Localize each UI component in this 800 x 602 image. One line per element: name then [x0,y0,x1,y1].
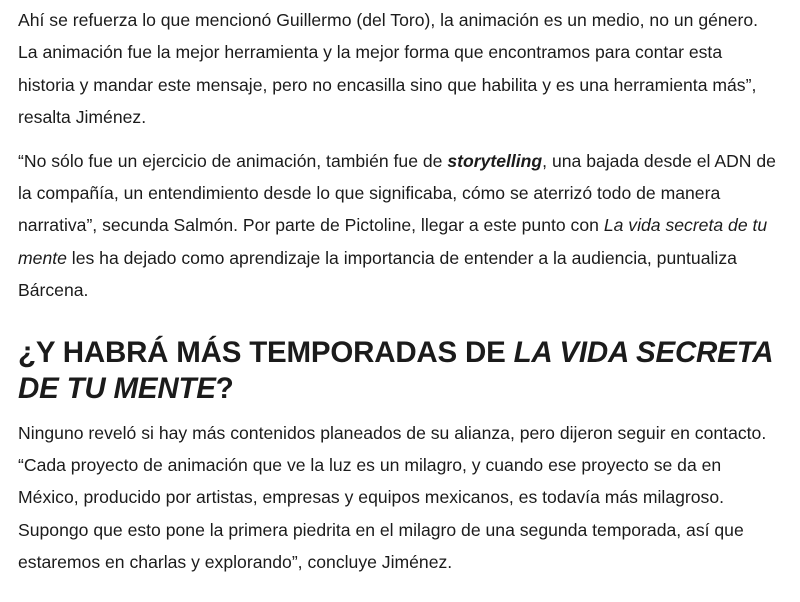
heading-text: ? [215,371,234,405]
paragraph-animation-medium: Ahí se refuerza lo que mencionó Guillermo (del Toro), la animación es un medio, no un género. La animación fue la mejor herramienta y la mejor forma que encontramos para contar esta historia y mandar este mensaje, pero no encasilla sino que habilita y es una herramienta más”, resalta Jiménez. [18,10,759,128]
paragraph-text: “No sólo fue un ejercicio de animación, también fue de [18,150,448,171]
heading-text: ¿Y HABRÁ MÁS TEMPORADAS DE [18,335,514,369]
paragraph-next-season: Ninguno reveló si hay más contenidos planeados de su alianza, pero dijeron seguir en contacto. “Cada proyecto de animación que ve la luz es un milagro, y cuando ese proyecto se da en México, producido por artistas, empresas y equipos mexicanos, es todavía más milagroso. Supongo que esto pone la primera piedrita en el milagro de una segunda temporada, así que estaremos en charlas y explorando”, concluye Jiménez. [18,422,767,573]
paragraph-text: les ha dejado como aprendizaje la importancia de entender a la audiencia, puntualiza Bárcena. [18,247,737,301]
paragraph-storytelling [18,145,782,307]
paragraph-text: , una bajada desde el ADN de la compañía, un entendimiento desde lo que significaba, cómo se aterrizó todo de manera narrativa”, secunda Salmón. Por parte de Pictoline, llegar a este punto con [18,150,776,236]
section-heading [18,335,782,407]
heading-title-reference: LA VIDA SECRETA DE TU MENTE [18,335,773,405]
emphasis-storytelling: storytelling [447,150,543,171]
title-reference: La vida secreta de tu mente [18,215,768,268]
